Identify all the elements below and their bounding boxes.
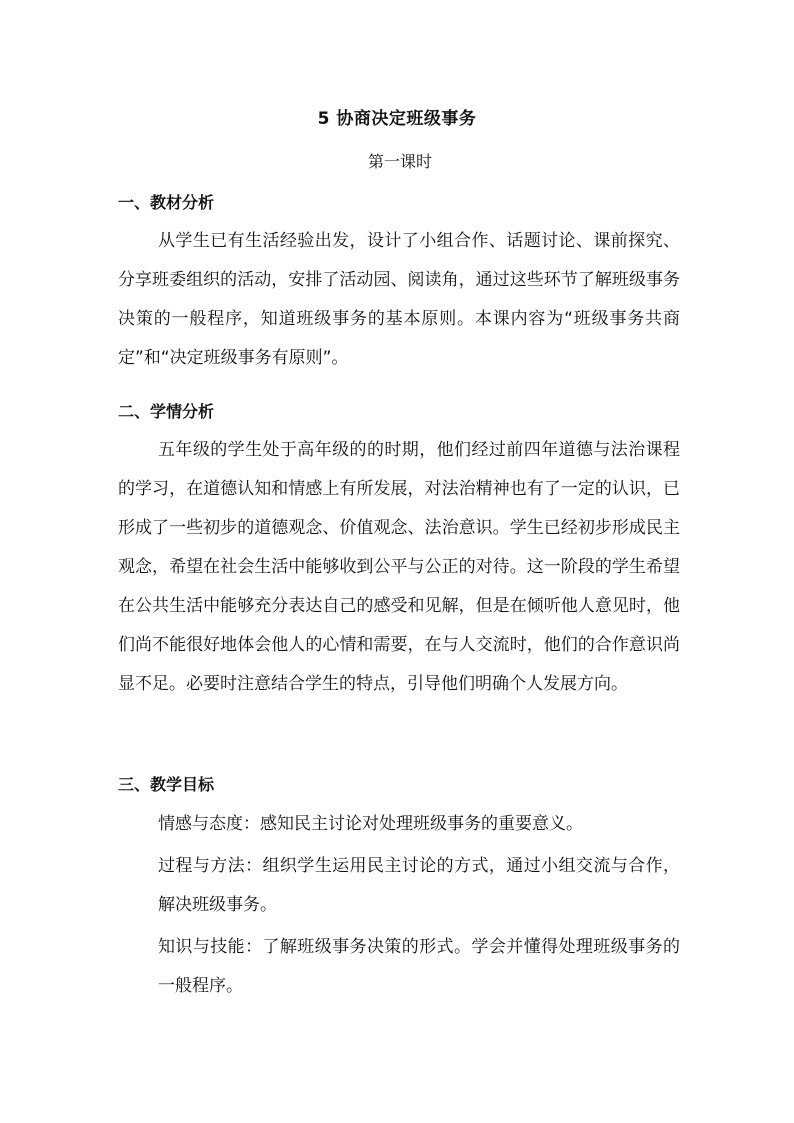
section-body-textbook-analysis: 从学生已有生活经验出发，设计了小组合作、话题讨论、课前探究、分享班委组织的活动，安排了活动园、阅读角，通过这些环节了解班级事务决策的一般程序，知道班级事务的基本原则。本课内容为“班级事务共商定”和“决定班级事务有原则”。 — [118, 231, 680, 368]
section-body-student-analysis: 五年级的学生处于高年级的的时期，他们经过前四年道德与法治课程的学习，在道德认知和情感上有所发展，对法治精神也有了一定的认识，已形成了一些初步的道德观念、价值观念、法治意识。学生已经初步形成民主观念，希望在社会生活中能够收到公平与公正的对待。这一阶段的学生希望在公共生活中能够充分表达自己的感受和见解，但是在倾听他人意见时，他们尚不能很好地体会他人的心情和需要，在与人交流时，他们的合作意识尚显不足。必要时注意结合学生的特点，引导他们明确个人发展方向。 — [118, 440, 680, 694]
section-heading-student-analysis: 二、学情分析 — [118, 402, 215, 421]
goal-process-method: 过程与方法：组织学生运用民主讨论的方式，通过小组交流与合作，解决班级事务。 — [158, 856, 680, 915]
document-title: 5 协商决定班级事务 — [317, 109, 477, 129]
section-heading-textbook-analysis: 一、教材分析 — [118, 193, 215, 212]
document-subtitle: 第一课时 — [367, 152, 432, 171]
goal-knowledge-skill: 知识与技能：了解班级事务决策的形式。学会并懂得处理班级事务的一般程序。 — [158, 937, 680, 996]
goal-emotion-attitude: 情感与态度：感知民主讨论对处理班级事务的重要意义。 — [158, 814, 583, 834]
section-heading-teaching-goals: 三、教学目标 — [118, 775, 215, 794]
